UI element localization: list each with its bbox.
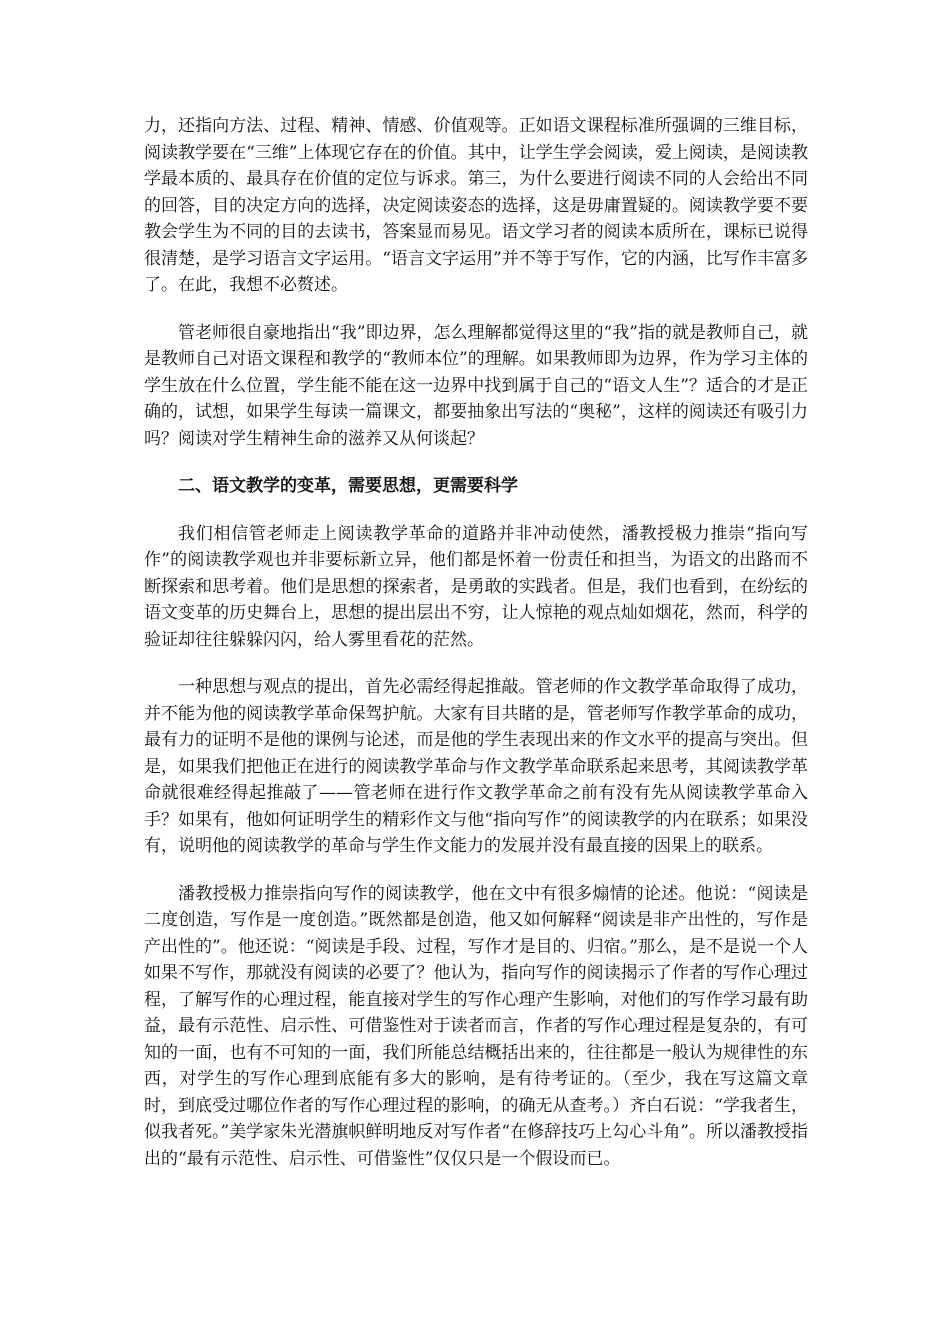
- section-heading: 二、语文教学的变革，需要思想，更需要科学: [178, 476, 518, 496]
- paragraph: 潘教授极力推崇指向写作的阅读教学，他在文中有很多煽情的论述。他说：“阅读是二度创造，写作是一度创造。”既然都是创造，他又如何解释“阅读是非产出性的，写作是产出性的”。他还说：“阅读是手段、过程，写作才是目的、归宿。”那么，是不是说一个人如果不写作，那就没有阅读的必要了？他认为，指向写作的阅读揭示了作者的写作心理过程，了解写作的心理过程，能直接对学生的写作心理产生影响，对他们的写作学习最有助益，最有示范性、启示性、可借鉴性对于读者而言，作者的写作心理过程是复杂的，有可知的一面，也有不可知的一面，我们所能总结概括出来的，往往都是一般认为规律性的东西，对学生的写作心理到底能有多大的影响，是有待考证的。（至少，我在写这篇文章时，到底受过哪位作者的写作心理过程的影响，的确无从查考。）齐白石说：“学我者生，似我者死。”美学家朱光潜旗帜鲜明地反对写作者“在修辞技巧上勾心斗角”。所以潘教授指出的“最有示范性、启示性、可借鉴性”仅仅只是一个假设而已。: [144, 883, 808, 1169]
- paragraph: 一种思想与观点的提出，首先必需经得起推敲。管老师的作文教学革命取得了成功，并不能为他的阅读教学革命保驾护航。大家有目共睹的是，管老师写作教学革命的成功，最有力的证明不是他的课例与论述，而是他的学生表现出来的作文水平的提高与突出。但是，如果我们把他正在进行的阅读教学革命与作文教学革命联系起来思考，其阅读教学革命就很难经得起推敲了——管老师在进行作文教学革命之前有没有先从阅读教学革命入手？如果有，他如何证明学生的精彩作文与他“指向写作”的阅读教学的内在联系；如果没有，说明他的阅读教学的革命与学生作文能力的发展并没有最直接的因果上的联系。: [144, 677, 808, 856]
- paragraph: 力，还指向方法、过程、精神、情感、价值观等。正如语文课程标准所强调的三维目标，阅读教学要在“三维”上体现它存在的价值。其中，让学生学会阅读，爱上阅读，是阅读教学最本质的、最具存在价值的定位与诉求。第三，为什么要进行阅读不同的人会给出不同的回答，目的决定方向的选择，决定阅读姿态的选择，这是毋庸置疑的。阅读教学要不要教会学生为不同的目的去读书，答案显而易见。语文学习者的阅读本质所在，课标已说得很清楚，是学习语言文字运用。“语言文字运用”并不等于写作，它的内涵，比写作丰富多了。在此，我想不必赘述。: [144, 116, 808, 295]
- paragraph: 我们相信管老师走上阅读教学革命的道路并非冲动使然，潘教授极力推崇“指向写作”的阅读教学观也并非要标新立异，他们都是怀着一份责任和担当，为语文的出路而不断探索和思考着。他们是思想的探索者，是勇敢的实践者。但是，我们也看到，在纷纭的语文变革的历史舞台上，思想的提出层出不穷，让人惊艳的观点灿如烟花，然而，科学的验证却往往躲躲闪闪，给人雾里看花的茫然。: [144, 523, 808, 650]
- paragraph: 管老师很自豪地指出“我”即边界，怎么理解都觉得这里的“我”指的就是教师自己，就是教师自己对语文课程和教学的“教师本位”的理解。如果教师即为边界，作为学习主体的学生放在什么位置，学生能不能在这一边界中找到属于自己的“语文人生”？适合的才是正确的，试想，如果学生每读一篇课文，都要抽象出写法的“奥秘”，这样的阅读还有吸引力吗？阅读对学生精神生命的滋养又从何谈起？: [144, 322, 808, 449]
- document-body: [144, 113, 808, 1193]
